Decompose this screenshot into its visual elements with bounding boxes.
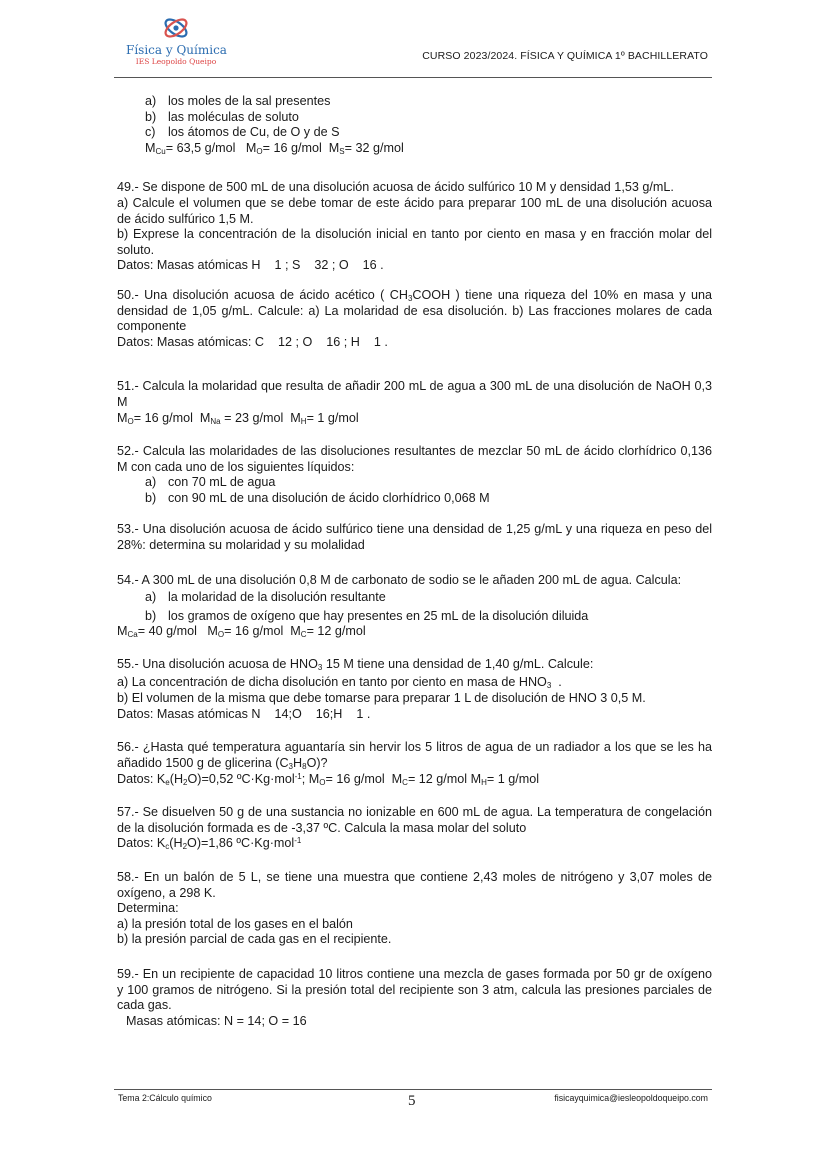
- exercise-54-statement: 54.- A 300 mL de una disolución 0,8 M de carbonato de sodio se le añaden 200 mL de agua. Calcula:: [117, 572, 682, 587]
- exercise-48-items: [117, 94, 712, 156]
- exercise-51-statement: 51.- Calcula la molaridad que resulta de añadir 200 mL de agua a 300 mL de una disolución de NaOH 0,3 M: [117, 379, 712, 409]
- exercise-58-part-a: a) la presión total de los gases en el balón: [117, 916, 353, 931]
- school-logo: [126, 14, 226, 66]
- list-item: b) con 90 mL de una disolución de ácido clorhídrico 0,068 M: [145, 490, 490, 505]
- list-item: a) los moles de la sal presentes: [145, 94, 331, 108]
- exercise-58: [117, 870, 712, 948]
- exercise-50-data: Datos: Masas atómicas: C 12 ; O 16 ; H 1 .: [117, 334, 388, 349]
- exercise-49: [117, 180, 712, 274]
- exercise-54: [117, 573, 712, 640]
- footer-divider: [114, 1089, 712, 1090]
- exercise-51-data: $M_O= 16$ g/mol $M_{Na} = 23$ g/mol $M_H= 1$ g/mol: [117, 410, 359, 426]
- exercise-56-data: Datos: $K_e(H_2O)=0,52$ ºC·Kg·mol$^{-1}$; $M_O= 16$ g/mol $M_C= 12$ g/mol $M_H= 1$ g/mol: [117, 771, 540, 787]
- exercise-55-part-b: b) El volumen de la misma que debe tomarse para preparar 1 L de disolución de HNO 3 0,5 M.: [117, 691, 646, 706]
- logo-title: Física y Química: [126, 43, 227, 57]
- exercise-list: [117, 94, 712, 1029]
- course-title: CURSO 2023/2024. FÍSICA Y QUÍMICA 1º BACHILLERATO: [422, 50, 708, 62]
- exercise-57-statement: 57.- Se disuelven 50 g de una sustancia no ionizable en 600 mL de agua. La temperatura de congelación de la disolución formada es de -3,37 ºC. Calcula la masa molar del soluto: [117, 805, 712, 835]
- exercise-53: [117, 522, 712, 553]
- exercise-52: [117, 444, 712, 506]
- exercise-57-data: Datos: $K_c(H_2O)=1,86$ ºC·Kg·mol$^{-1}$: [117, 836, 302, 852]
- exercise-51: [117, 379, 712, 426]
- exercise-55-statement: 55.- Una disolución acuosa de $HNO_3$ 15 M tiene una densidad de 1,40 g/mL. Calcule:: [117, 657, 594, 673]
- exercise-56: [117, 740, 712, 787]
- list-item: a) la molaridad de la disolución resultante: [145, 590, 386, 605]
- exercise-49-statement: 49.- Se dispone de 500 mL de una disolución acuosa de ácido sulfúrico 10 M y densidad 1,53 g/mL.: [117, 180, 674, 195]
- exercise-58-determina: Determina:: [117, 901, 179, 916]
- list-item: c) los átomos de Cu, de O y de S: [145, 125, 340, 140]
- footer-email: fisicayquimica@iesleopoldoqueipo.com: [554, 1093, 708, 1103]
- exercise-50-statement: 50.- Una disolución acuosa de ácido acético ( $CH_3COOH$ ) tiene una riqueza del 10% en masa y una densidad de 1,05 g/mL. Calcule: a) La molaridad de esa disolución. b) Las fracciones molares de cada componente: [117, 287, 712, 334]
- exercise-49-data: Datos: Masas atómicas H 1 ; S 32 ; O 16 .: [117, 258, 384, 273]
- exercise-54-data: $M_{Ca}= 40$ g/mol $M_O= 16$ g/mol $M_C= 12$ g/mol: [117, 624, 366, 640]
- list-item: b) las moléculas de soluto: [145, 109, 299, 124]
- exercise-55-part-a: a) La concentración de dicha disolución en tanto por ciento en masa de $HNO_3$ .: [117, 674, 562, 690]
- exercise-58-statement: 58.- En un balón de 5 L, se tiene una muestra que contiene 2,43 moles de nitrógeno y 3,07 moles de oxígeno, a 298 K.: [117, 869, 712, 900]
- exercise-58-part-b: b) la presión parcial de cada gas en el recipiente.: [117, 932, 392, 947]
- atom-logo-icon: [161, 14, 191, 42]
- logo-subtitle: IES Leopoldo Queipo: [135, 57, 217, 66]
- header-divider: [114, 77, 712, 78]
- exercise-55: [117, 657, 712, 722]
- list-item: a) con 70 mL de agua: [145, 475, 276, 490]
- page-number: 5: [408, 1093, 416, 1109]
- exercise-59: [117, 967, 712, 1029]
- exercise-59-statement: 59.- En un recipiente de capacidad 10 litros contiene una mezcla de gases formada por 50 gr de oxígeno y 100 gramos de nitrógeno. Si la presión total del recipiente son 3 atm, calcula las presiones parciales de cada gas.: [117, 966, 712, 1013]
- exercise-56-statement: 56.- ¿Hasta qué temperatura aguantaría sin hervir los 5 litros de agua de un radiador a los que se les ha añadido 1500 g de glicerina $(C_3H_8O)$?: [117, 740, 712, 771]
- exercise-49-part-a: a) Calcule el volumen que se debe tomar de este ácido para preparar 100 mL de una disolución acuosa de ácido sulfúrico 1,5 M.: [117, 195, 712, 226]
- footer-topic: Tema 2:Cálculo químico: [118, 1093, 212, 1103]
- exercise-48-data: $M_{Cu}= 63,5$ g/mol $M_O= 16$ g/mol $M_S= 32$ g/mol: [145, 140, 404, 156]
- exercise-52-statement: 52.- Calcula las molaridades de las disoluciones resultantes de mezclar 50 mL de ácido clorhídrico 0,136 M con cada uno de los siguientes líquidos:: [117, 444, 712, 474]
- exercise-57: [117, 805, 712, 852]
- exercise-53-statement: 53.- Una disolución acuosa de ácido sulfúrico tiene una densidad de 1,25 g/mL y una riqueza en peso del 28%: determina su molaridad y su molalidad: [117, 522, 712, 553]
- exercise-59-data: Masas atómicas: N = 14; O = 16: [126, 1013, 307, 1028]
- list-item: b) los gramos de oxígeno que hay presentes en 25 mL de la disolución diluida: [145, 608, 589, 623]
- exercise-50: [117, 288, 712, 350]
- exercise-49-part-b: b) Exprese la concentración de la disolución inicial en tanto por ciento en masa y en fracción molar del soluto.: [117, 227, 712, 257]
- exercise-55-data: Datos: Masas atómicas N 14;O 16;H 1 .: [117, 706, 371, 721]
